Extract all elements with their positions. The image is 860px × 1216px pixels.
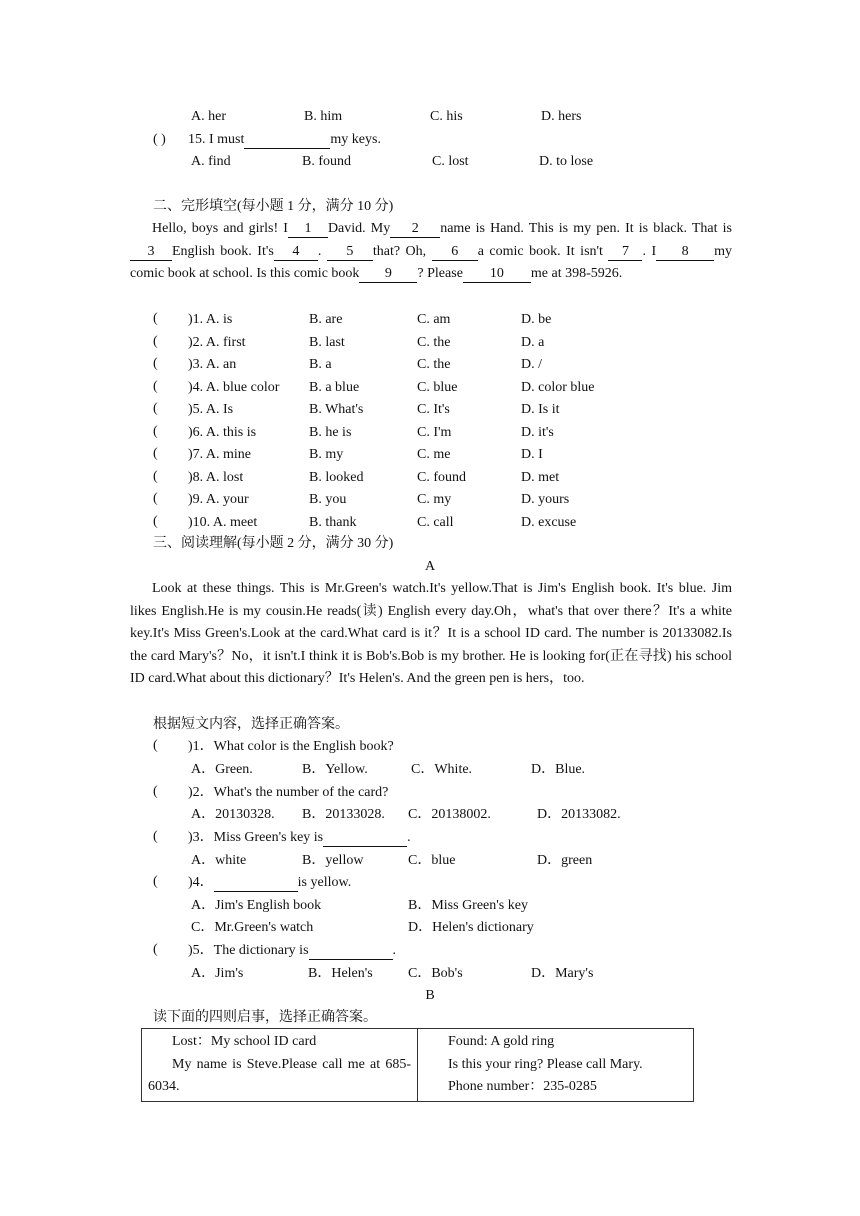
cloze-q10-stem-option-a: )10. A. meet xyxy=(188,514,258,530)
cloze-q5-option-d: D. Is it xyxy=(521,402,560,417)
cloze-q2-option-d: D. a xyxy=(521,334,545,350)
cloze-q3-stem-option-a: )3. A. an xyxy=(188,357,237,372)
q15-stem-after: my keys. xyxy=(330,132,381,147)
cloze-q8-option-d: D. met xyxy=(521,469,560,485)
cloze-q2-stem-option-a: )2. A. first xyxy=(188,334,246,350)
reading-q1-option-a: A．Green. xyxy=(191,762,253,777)
cloze-q1-stem-option-a: )1. A. is xyxy=(188,312,233,327)
q15-stem xyxy=(188,131,381,149)
cloze-q5-option-c: C. It's xyxy=(417,402,450,417)
reading-q3-stem: )3．Miss Green's key is . xyxy=(188,830,411,845)
notice-found-title: Found: A gold ring xyxy=(448,1034,555,1049)
cloze-q1-option-d: D. be xyxy=(521,312,552,327)
reading-q4-option-b: B．Miss Green's key xyxy=(408,898,528,913)
reading-q3-option-c: C．blue xyxy=(408,853,456,868)
cloze-q7-option-b: B. my xyxy=(309,447,344,462)
notice-lost-title: Lost：My school ID card xyxy=(172,1034,317,1049)
cloze-passage: Hello, boys and girls! I 1 David. My 2 name is Hand. This is my pen. It is black. That is3 English book. It's 4 . 5 that? Oh, 6 a comic book. It isn't 7 . I 8 my comic book at school. Is this comic book 9 ? Please 10 me at 398-5926. xyxy=(130,221,733,282)
q14-option-a: A. her xyxy=(191,109,226,124)
reading-q1-option-c: C．White. xyxy=(411,762,473,777)
cloze-q3-option-b: B. a xyxy=(309,357,332,372)
reading-q4-paren[interactable]: ( xyxy=(153,874,158,889)
q15-option-b: B. found xyxy=(302,154,351,169)
cloze-blank-5[interactable]: 5 xyxy=(327,244,373,261)
cloze-q6-option-b: B. he is xyxy=(309,424,352,440)
cloze-q7-paren[interactable]: ( xyxy=(153,446,158,461)
cloze-q4-stem-option-a: )4. A. blue color xyxy=(188,379,280,395)
reading-q3-option-a: A．white xyxy=(191,853,247,868)
cloze-q8-stem-option-a: )8. A. lost xyxy=(188,469,244,485)
q15-option-c: C. lost xyxy=(432,154,469,169)
reading-passage-a: Look at these things. This is Mr.Green's watch.It's yellow.That is Jim's English book. It's blue. Jim likes English.He is my cousin.He reads(读) English every day.Oh，what's that over there？It's a white key.It's Miss Green's.Look at the card.What card is it？It is a school ID card. The number is 20133082.Is the card Mary's？No，it isn't.I think it is Bob's.Bob is my brother. He is looking for(正在寻找) his school ID card.What about this dictionary？It's Helen's. And the green pen is hers，too. xyxy=(130,581,732,687)
cloze-q6-stem-option-a: )6. A. this is xyxy=(188,424,257,440)
cloze-q7-stem-option-a: )7. A. mine xyxy=(188,447,251,462)
reading-q2-option-b: B．20133028. xyxy=(302,807,385,822)
reading-q4-option-c: C．Mr.Green's watch xyxy=(191,920,314,935)
reading-q5-stem: )5．The dictionary is . xyxy=(188,943,397,958)
section3-heading: 三、阅读理解(每小题 2 分，满分 30 分) xyxy=(153,536,394,551)
reading-q5-option-d: D．Mary's xyxy=(531,966,594,981)
cloze-q3-option-c: C. the xyxy=(417,357,451,372)
q15-option-a: A. find xyxy=(191,154,231,169)
q15-blank[interactable] xyxy=(244,132,330,149)
cloze-q2-option-b: B. last xyxy=(309,334,345,350)
notice-found xyxy=(418,1029,694,1102)
cloze-q2-option-c: C. the xyxy=(417,334,451,350)
cloze-q10-option-c: C. call xyxy=(417,514,454,530)
reading-q5-option-a: A．Jim's xyxy=(191,966,244,981)
cloze-q8-option-b: B. looked xyxy=(309,469,364,485)
reading-q2-option-a: A．20130328. xyxy=(191,807,275,822)
cloze-blank-9[interactable]: 9 xyxy=(359,266,417,283)
cloze-q6-option-d: D. it's xyxy=(521,424,554,440)
cloze-q4-option-d: D. color blue xyxy=(521,379,595,395)
notices-table xyxy=(141,1028,694,1102)
reading-q5-option-b: B．Helen's xyxy=(308,966,373,981)
reading-q1-paren[interactable]: ( xyxy=(153,738,158,753)
reading-q3-paren[interactable]: ( xyxy=(153,829,158,844)
reading-q1-stem: )1．What color is the English book? xyxy=(188,739,394,754)
q14-option-d: D. hers xyxy=(541,109,582,124)
notice-lost-body: My name is Steve.Please call me at 685-6034. xyxy=(148,1056,411,1095)
reading-q2-paren[interactable]: ( xyxy=(153,784,158,799)
cloze-blank-10[interactable]: 10 xyxy=(463,266,531,283)
cloze-q9-option-c: C. my xyxy=(417,492,452,507)
cloze-q9-paren[interactable]: ( xyxy=(153,491,158,506)
cloze-q3-option-d: D. / xyxy=(521,357,542,372)
cloze-q10-paren[interactable]: ( xyxy=(153,513,158,529)
notice-lost xyxy=(142,1029,418,1102)
cloze-q4-option-c: C. blue xyxy=(417,379,458,395)
cloze-q4-paren[interactable]: ( xyxy=(153,378,158,394)
notice-found-phone: Phone number：235-0285 xyxy=(448,1079,597,1095)
cloze-q7-option-c: C. me xyxy=(417,447,451,462)
reading-q1-option-d: D．Blue. xyxy=(531,762,586,777)
cloze-blank-2[interactable]: 2 xyxy=(390,221,440,238)
cloze-q5-paren[interactable]: ( xyxy=(153,401,158,416)
q15-option-d: D. to lose xyxy=(539,154,594,169)
cloze-q10-option-b: B. thank xyxy=(309,514,357,530)
notice-found-body: Is this your ring? Please call Mary. xyxy=(448,1056,643,1072)
cloze-q6-option-c: C. I'm xyxy=(417,424,452,440)
cloze-q6-paren[interactable]: ( xyxy=(153,423,158,439)
reading-q1-option-b: B．Yellow. xyxy=(302,762,368,777)
cloze-blank-4[interactable]: 4 xyxy=(274,244,318,261)
part-a-label: A xyxy=(424,559,436,574)
cloze-q9-option-d: D. yours xyxy=(521,492,570,507)
q15-answer-paren[interactable]: ( ) xyxy=(153,132,166,147)
cloze-blank-8[interactable]: 8 xyxy=(656,244,714,261)
q15-stem-before: 15. I must xyxy=(188,132,245,147)
cloze-q4-option-b: B. a blue xyxy=(309,379,360,395)
reading-q5-option-c: C．Bob's xyxy=(408,966,463,981)
cloze-q1-paren[interactable]: ( xyxy=(153,311,158,326)
cloze-q9-option-b: B. you xyxy=(309,492,347,507)
cloze-q8-paren[interactable]: ( xyxy=(153,468,158,484)
reading-q3-option-b: B．yellow xyxy=(302,853,364,868)
cloze-q2-paren[interactable]: ( xyxy=(153,333,158,349)
reading-q5-paren[interactable]: ( xyxy=(153,942,158,957)
reading-q4-option-d: D．Helen's dictionary xyxy=(408,920,534,935)
cloze-q1-option-b: B. are xyxy=(309,312,343,327)
reading-q2-option-d: D．20133082. xyxy=(537,807,621,822)
cloze-blank-1[interactable]: 1 xyxy=(288,221,328,238)
cloze-q7-option-d: D. I xyxy=(521,447,543,462)
reading-q2-stem: )2．What's the number of the card? xyxy=(188,785,389,800)
cloze-q3-paren[interactable]: ( xyxy=(153,356,158,371)
reading-q4-option-a: A．Jim's English book xyxy=(191,898,322,913)
reading-q5-blank[interactable] xyxy=(309,943,393,960)
instruction-a: 根据短文内容，选择正确答案。 xyxy=(153,717,349,732)
cloze-q8-option-c: C. found xyxy=(417,469,466,485)
cloze-q5-stem-option-a: )5. A. Is xyxy=(188,402,234,417)
cloze-q10-option-d: D. excuse xyxy=(521,514,577,530)
cloze-blank-6[interactable]: 6 xyxy=(432,244,478,261)
q14-option-c: C. his xyxy=(430,109,463,124)
q14-option-b: B. him xyxy=(304,109,343,124)
cloze-q1-option-c: C. am xyxy=(417,312,451,327)
section2-heading: 二、完形填空(每小题 1 分，满分 10 分) xyxy=(153,199,394,214)
reading-q4-blank[interactable] xyxy=(214,875,298,892)
reading-q3-option-d: D．green xyxy=(537,853,593,868)
instruction-b: 读下面的四则启事，选择正确答案。 xyxy=(153,1010,377,1025)
reading-q3-blank[interactable] xyxy=(323,830,407,847)
cloze-q9-stem-option-a: )9. A. your xyxy=(188,492,249,507)
reading-q4-stem: )4． is yellow. xyxy=(188,875,352,890)
cloze-blank-7[interactable]: 7 xyxy=(608,244,642,261)
cloze-q5-option-b: B. What's xyxy=(309,402,364,417)
reading-q2-option-c: C．20138002. xyxy=(408,807,491,822)
cloze-blank-3[interactable]: 3 xyxy=(130,244,172,261)
part-b-label: B xyxy=(425,988,435,1003)
